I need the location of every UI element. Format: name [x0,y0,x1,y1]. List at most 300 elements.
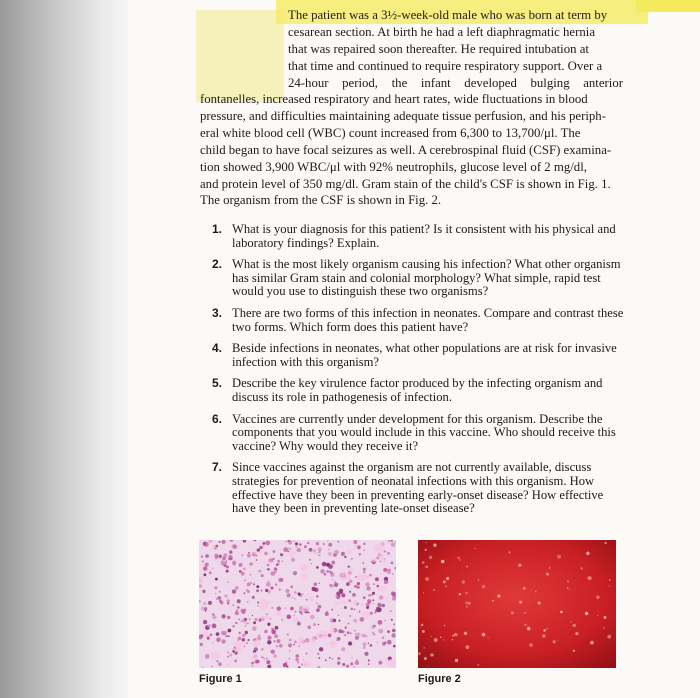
colony-dot [567,587,568,588]
stained-cell [227,656,229,658]
stained-cell [388,540,391,542]
stained-cell [209,540,213,543]
stained-cell [244,625,246,627]
colony-dot [462,580,465,583]
pale-stain-patch [329,640,337,647]
stained-cell [227,616,230,619]
stained-cell [229,654,232,657]
stained-cell [227,602,229,604]
stained-cell [331,585,334,588]
stained-cell [256,589,259,592]
pale-stain-patch [289,549,295,556]
stained-cell [273,641,275,643]
stained-cell [242,634,245,637]
stained-cell [344,606,347,609]
pale-stain-patch [252,652,258,660]
text-line: The organism from the CSF is shown in Fig. 2. [200,193,442,208]
stained-cell [351,558,353,560]
colony-dot [575,632,578,635]
stained-cell [384,580,388,584]
question-text: Since vaccines against the organism are not currently available, discuss strategies for prevention of neonatal infections with this organism. How effective have they been in preventing early-onset disease? How effective have they been in preventing late-onset disease? [232,460,604,516]
stained-cell [254,647,258,651]
pale-stain-patch [211,651,220,659]
pale-stain-patch [199,576,203,584]
stained-cell [266,613,268,615]
stained-cell [216,660,218,662]
stained-cell [226,570,229,573]
colony-dot [423,592,424,593]
stained-cell [232,604,234,606]
stained-cell [227,664,228,665]
stained-cell [370,644,373,647]
stained-cell [365,582,370,587]
question-item [212,413,624,454]
blood-agar-colonies [418,540,616,668]
stained-cell [328,549,329,550]
stained-cell [254,540,257,541]
stained-cell [247,554,251,558]
stained-cell [349,579,353,583]
question-item [212,307,624,334]
stained-cell [295,658,298,661]
stained-cell [241,554,243,556]
stained-cell [320,569,324,573]
stained-cell [249,618,251,620]
stained-cell [391,540,393,542]
stained-cell [237,606,239,608]
stained-cell [375,577,379,581]
stained-cell [337,657,340,660]
colony-dot [443,639,445,641]
stained-cell [253,621,256,624]
stained-cell [275,583,277,585]
stained-cell [328,564,333,569]
colony-dot [430,636,431,637]
colony-dot [482,633,486,637]
stained-cell [274,567,277,570]
colony-dot [466,645,470,649]
question-item [212,223,624,250]
stained-cell [279,644,283,648]
colony-dot [546,573,549,576]
stained-cell [202,590,205,593]
stained-cell [244,618,247,621]
stained-cell [264,630,267,633]
stained-cell [202,560,205,563]
highlight-mark-corner [636,0,700,12]
stained-cell [378,629,383,634]
stained-cell [372,599,374,601]
stained-cell [251,582,253,584]
stained-cell [291,558,295,562]
stained-cell [323,543,325,545]
pale-stain-patch [317,631,328,639]
stained-cell [283,547,288,552]
stained-cell [290,585,293,588]
stained-cell [271,650,275,654]
stained-cell [243,540,246,543]
stained-cell [363,568,366,571]
stained-cell [252,626,257,631]
stained-cell [387,570,392,575]
stained-cell [274,634,278,638]
colony-dot [464,632,467,635]
stained-cell [334,581,336,583]
stained-cell [392,629,396,633]
stained-cell [354,608,356,610]
question-text: Vaccines are currently under development for this organism. Describe the components that you would include in this vaccine. Who should receive this vaccine? Why would they receive it? [232,411,616,453]
stained-cell [301,614,303,616]
stained-cell [348,599,351,602]
stained-cell [205,563,209,567]
stained-cell [373,583,375,585]
stained-cell [293,644,295,646]
pale-stain-patch [300,564,309,571]
colony-dot [457,557,460,560]
stained-cell [342,663,345,666]
text-line: that time and continued to require respiratory support. Over a [288,58,603,73]
stained-cell [239,632,241,634]
stained-cell [277,560,280,563]
colony-dot [478,579,479,580]
stained-cell [362,634,366,638]
stained-cell [224,594,228,598]
pale-stain-patch [263,561,272,564]
stained-cell [235,611,239,615]
stained-cell [228,652,230,654]
stained-cell [290,607,294,611]
stained-cell [266,582,271,587]
colony-dot [524,612,526,614]
stained-cell [209,603,211,605]
stained-cell [391,542,396,547]
text-line: eral white blood cell (WBC) count increased from 6,300 to 13,700/μl. The [200,125,581,140]
stained-cell [285,607,287,609]
stained-cell [288,643,292,647]
colony-dot [590,641,594,645]
stained-cell [382,604,385,607]
stained-cell [272,550,275,553]
colony-dot [434,638,438,642]
stained-cell [294,641,297,644]
stained-cell [371,594,372,595]
stained-cell [282,561,283,562]
text-line: that was repaired soon thereafter. He required intubation at [288,41,589,56]
pale-stain-patch [260,603,268,610]
colony-dot [454,633,457,636]
stained-cell [325,659,327,661]
question-item [212,258,624,299]
question-number: 3. [212,305,223,320]
stained-cell [348,641,352,645]
colony-dot [443,580,446,583]
question-number: 1. [212,222,223,236]
pale-stain-patch [310,596,314,602]
stained-cell [336,639,338,641]
stained-cell [368,602,370,604]
colony-dot [433,589,435,591]
stained-cell [201,555,203,557]
stained-cell [329,571,331,573]
stained-cell [346,665,349,668]
stained-cell [257,605,259,607]
stained-cell [393,645,396,648]
stained-cell [391,633,395,637]
stained-cell [289,658,290,659]
stained-cell [354,585,357,588]
pale-stain-patch [379,586,387,591]
stained-cell [211,666,212,667]
colony-dot [558,640,559,641]
pale-stain-patch [330,626,335,634]
stained-cell [287,615,292,620]
colony-dot [425,577,429,581]
colony-dot [609,579,611,581]
stained-cell [363,642,367,646]
stained-cell [255,618,258,621]
question-item [212,342,624,369]
colony-dot [452,639,453,640]
stained-cell [271,587,274,590]
colony-dot [553,640,556,643]
stained-cell [310,563,311,564]
stained-cell [271,607,273,609]
stained-cell [212,613,214,615]
stained-cell [239,570,242,573]
question-number: 7. [212,460,223,475]
stained-cell [222,557,226,561]
stained-cell [259,546,263,550]
stained-cell [349,615,351,617]
stained-cell [348,623,350,625]
stained-cell [216,632,220,636]
colony-dot [588,576,592,580]
stained-cell [391,619,393,621]
stained-cell [371,625,375,629]
stained-cell [317,666,320,668]
stained-cell [307,542,309,544]
stained-cell [331,658,333,660]
stained-cell [338,629,342,633]
stained-cell [318,657,320,659]
stained-cell [289,639,292,642]
stained-cell [344,556,346,558]
stained-cell [353,619,357,623]
stained-cell [372,592,375,595]
colony-dot [465,592,468,595]
colony-dot [511,612,514,615]
stained-cell [353,666,355,668]
stained-cell [331,621,333,623]
stained-cell [212,624,217,629]
stained-cell [327,540,328,541]
figure-1-caption: Figure 1 [199,673,242,685]
stained-cell [316,603,318,605]
colony-dot [423,647,424,648]
stained-cell [354,630,356,632]
stained-cell [222,614,226,618]
colony-dot [441,560,445,564]
pale-stain-patch [203,631,208,637]
stained-cell [267,640,271,644]
stained-cell [339,620,341,622]
stained-cell [374,612,376,614]
stained-cell [328,552,333,557]
colony-dot [603,627,604,628]
stained-cell [387,640,392,645]
stained-cell [200,643,203,646]
stained-cell [383,568,387,572]
stained-cell [292,597,293,598]
stained-cell [306,653,308,655]
stained-cell [243,592,245,594]
stained-cell [309,548,313,552]
stained-cell [236,609,238,611]
colony-dot [497,595,500,598]
pale-stain-patch [347,550,352,555]
colony-dot [444,625,446,627]
stained-cell [285,541,286,542]
stained-cell [293,540,295,542]
stained-cell [372,603,373,604]
stained-cell [212,615,216,619]
stained-cell [363,571,365,573]
stained-cell [234,660,237,663]
stained-cell [203,620,207,624]
stained-cell [249,574,251,576]
stained-cell [263,545,264,546]
stained-cell [341,552,345,556]
stained-cell [362,603,364,605]
stained-cell [373,633,376,636]
stained-cell [230,540,233,542]
colony-dot [560,611,563,614]
colony-dot [586,552,590,556]
stained-cell [355,576,357,578]
stained-cell [316,566,319,569]
stained-cell [304,545,307,548]
stained-cell [316,542,319,545]
stained-cell [276,645,278,647]
stained-cell [266,658,267,659]
stained-cell [353,540,357,544]
stained-cell [267,665,271,668]
stained-cell [349,591,351,593]
colony-dot [477,664,479,666]
stained-cell [210,634,213,637]
stained-cell [246,589,249,592]
stained-cell [222,540,226,544]
stained-cell [341,593,345,597]
pale-stain-patch [253,639,260,647]
stained-cell [265,629,266,630]
stained-cell [246,642,248,644]
stained-cell [393,623,395,625]
stained-cell [302,593,304,595]
colony-dot [425,542,426,543]
colony-dot [475,548,476,549]
stained-cell [281,619,283,621]
stained-cell [264,552,268,556]
stained-cell [295,542,298,545]
stained-cell [203,602,206,605]
stained-cell [359,610,361,612]
stained-cell [380,561,382,563]
question-list [212,223,624,524]
stained-cell [293,615,295,617]
stained-cell [378,620,383,625]
colony-dot [604,616,607,619]
stained-cell [328,634,332,638]
stained-cell [329,657,331,659]
stained-cell [235,586,239,590]
stained-cell [229,550,232,553]
colony-dot [468,602,471,605]
pale-stain-patch [253,551,263,555]
stained-cell [352,593,356,597]
stained-cell [322,562,327,567]
stained-cell [199,584,202,587]
stained-cell [364,652,368,656]
colony-dot [446,577,449,580]
colony-dot [607,635,611,639]
stained-cell [316,608,320,612]
stained-cell [360,617,365,622]
stained-cell [357,586,360,589]
stained-cell [357,582,360,585]
stained-cell [258,570,261,573]
stained-cell [277,606,281,610]
stained-cell [203,566,207,570]
stained-cell [362,562,364,564]
colony-dot [535,591,537,593]
stained-cell [367,586,371,590]
stained-cell [227,635,229,637]
colony-dot [605,542,607,544]
stained-cell [366,606,369,609]
stained-cell [245,631,248,634]
stained-cell [239,563,243,567]
stained-cell [261,574,264,577]
stained-cell [295,611,297,613]
colony-dot [465,601,468,604]
stained-cell [216,637,221,642]
stained-cell [289,650,291,652]
figure-2-caption: Figure 2 [418,673,461,685]
stained-cell [204,607,207,610]
stained-cell [385,620,386,621]
stained-cell [251,662,254,665]
pale-stain-patch [298,636,304,645]
case-paragraph-intro [288,7,623,92]
stained-cell [331,561,335,565]
colony-dot [492,600,494,602]
stained-cell [207,625,210,628]
stained-cell [215,593,216,594]
stained-cell [261,648,263,650]
stained-cell [313,549,317,553]
stained-cell [252,596,255,599]
stained-cell [326,611,328,613]
colony-dot [524,624,526,626]
stained-cell [297,662,299,664]
stained-cell [310,615,314,619]
stained-cell [287,633,289,635]
stained-cell [238,619,240,621]
stained-cell [288,547,291,550]
stained-cell [334,550,339,555]
stained-cell [368,643,370,645]
